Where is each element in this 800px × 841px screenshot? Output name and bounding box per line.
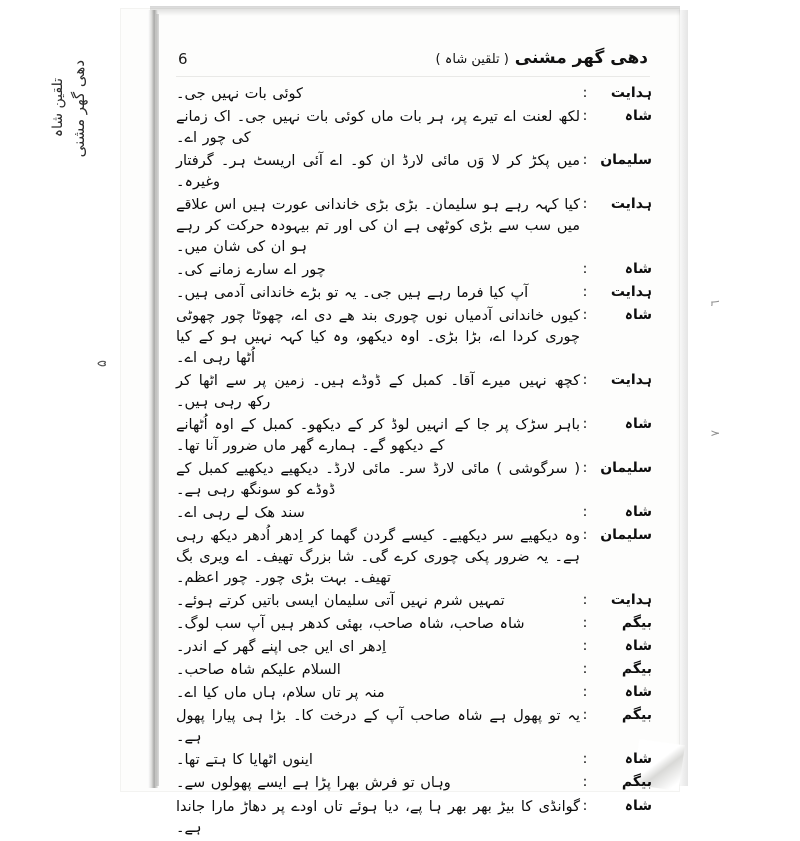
dialogue-text: سند ھک لے رہی اے۔ [176,505,305,522]
dialogue-text: کیوں خاندانی آدمیاں نوں چوری بند ھے دی اے، چھوٹا چور چھوٹی چوری کردا اے، بڑا بڑی۔ اوہ دیکھو، وہ کیا کہہ نہیں ہو کے کیا اُٹھا رہی اے۔ [176,308,580,367]
dialogue-speaker: بیگم [621,774,652,791]
page-number: 6 [178,50,188,68]
dialogue-text: یہ تو پھول ہے شاہ صاحب آپ کے درخت کا۔ بڑا ہی پیارا پھول ہے۔ [176,708,580,746]
header-subtitle-text: ( تلقین شاہ ) [435,52,509,67]
header-divider [176,76,650,77]
header-title [436,48,648,68]
dialogue-text: گوانڈی کا بیڑ بھر بھر ہا پے، دیا ہوئے تاں اودے پر دھاڑ مارا جاندا ہے۔ [176,798,580,836]
dialogue-text: اِدھر ای ایں جی اپنے گھر کے اندر۔ [176,639,387,656]
dialogue-speaker: بیگم [621,707,652,724]
page-top-shadow [150,6,680,16]
dialogue-text: منہ پر تاں سلام، ہاں ماں کیا اے۔ [176,685,385,702]
spine-text-block [4,60,124,580]
dialogue-text: ( سرگوشی ) مائی لارڈ سر۔ مائی لارڈ۔ دیکھیے دیکھیے کمبل کے ڈوڈے کو سونگھ رہی ہے۔ [176,461,580,499]
dialogue-colon: : [582,751,588,768]
dialogue-colon: : [582,261,588,278]
dialogue-row [176,371,652,413]
dialogue-colon: : [582,284,588,301]
dialogue-colon: : [582,152,588,169]
dialogue-colon: : [582,416,588,433]
dialogue-colon: : [582,372,588,389]
dialogue-speaker: ہدایت [610,592,652,609]
dialogue-row [176,415,652,457]
dialogue-body [176,84,652,841]
dialogue-colon: : [582,504,588,521]
spine-page-mark: ۵ [95,360,110,367]
dialogue-text: کچھ نہیں میرے آقا۔ کمبل کے ڈوڈے ہیں۔ زمین پر سے اٹھا کر رکھ رہی ہیں۔ [176,373,580,411]
dialogue-row [176,503,652,524]
dialogue-colon: : [582,638,588,655]
dialogue-colon: : [582,797,588,814]
dialogue-row [176,773,652,794]
dialogue-speaker: ہدایت [610,85,652,101]
dialogue-colon: : [582,196,588,213]
dialogue-colon: : [582,684,588,701]
dialogue-speaker: شاہ [624,108,652,125]
dialogue-speaker: ہدایت [610,196,652,213]
dialogue-text: وہ دیکھیے سر دیکھیے۔ کیسے گردن گھما کر اِدھر اُدھر دیکھ رہی ہے۔ یہ ضرور پکی چوری کرے گی۔ شا بزرگ تھیف۔ اے ویری بگ تھیف۔ بہت بڑی چور۔ چور اعظم۔ [176,528,580,587]
dialogue-colon: : [582,307,588,324]
dialogue-colon: : [582,592,588,609]
dialogue-colon: : [582,707,588,724]
dialogue-text: السلام علیکم شاہ صاحب۔ [176,662,341,679]
dialogue-row [176,706,652,748]
margin-mark-2: ٧ [708,430,722,437]
dialogue-speaker: ہدایت [610,284,652,301]
dialogue-text: باہر سڑک پر جا کے انہیں لوڈ کر کے دیکھو۔ کمبل کے اوہ اُٹھانے کے دیکھو گے۔ ہمارے گھر ماں ضرور آنا تھا۔ [176,417,580,455]
dialogue-row [176,614,652,635]
dialogue-speaker: شاہ [624,751,652,768]
header-title-text: دھی گھر مشنی [514,48,648,68]
dialogue-speaker: شاہ [624,638,652,655]
dialogue-row [176,283,652,304]
page-right-shadow [676,10,688,786]
dialogue-text: شاہ صاحب، شاہ صاحب، بھئی کدھر ہیں آپ سب لوگ۔ [176,616,525,633]
dialogue-speaker: شاہ [624,797,652,814]
dialogue-row [176,84,652,105]
dialogue-text: کوئی بات نہیں جی۔ [176,86,303,102]
dialogue-text: چور اے سارے زمانے کی۔ [176,262,326,279]
dialogue-speaker: سلیمان [600,460,652,477]
dialogue-row [176,683,652,704]
dialogue-row [176,195,652,258]
dialogue-speaker: سلیمان [600,152,652,169]
spine-title-line: دھی گھر مشنی [70,60,88,158]
spine-subtitle-line: تلقین شاہ [50,78,66,138]
dialogue-speaker: شاہ [624,416,652,433]
dialogue-row [176,797,652,839]
dialogue-text: اینوں اٹھایا کا ہتے تھا۔ [176,752,313,769]
dialogue-row [176,660,652,681]
dialogue-row [176,306,652,369]
dialogue-row [176,526,652,589]
dialogue-row [176,637,652,658]
dialogue-speaker: شاہ [624,684,652,701]
dialogue-text: میں پکڑ کر لا وَں مائی لارڈ ان کو۔ اے آئی اریسٹ ہر۔ گرفتار وغیرہ۔ [176,153,580,191]
book-binding-line [156,14,159,786]
dialogue-text: آپ کیا فرما رہے ہیں جی۔ یہ تو بڑے خاندانی آدمی ہیں۔ [176,285,529,302]
dialogue-speaker: شاہ [624,261,652,278]
dialogue-row [176,591,652,612]
dialogue-colon: : [582,108,588,125]
dialogue-text: وہاں تو فرش بھرا پڑا ہے ایسے پھولوں سے۔ [176,775,451,792]
dialogue-row [176,151,652,193]
dialogue-row [176,260,652,281]
dialogue-colon: : [582,527,588,544]
page-header [178,48,648,74]
dialogue-speaker: بیگم [621,615,652,632]
dialogue-row [176,459,652,501]
dialogue-row [176,750,652,771]
dialogue-colon: : [582,615,588,632]
dialogue-colon: : [582,85,588,101]
dialogue-speaker: بیگم [621,661,652,678]
dialogue-text: کیا کہہ رہے ہو سلیمان۔ بڑی بڑی خاندانی عورت ہیں اس علاقے میں سب سے بڑی کوٹھی ہے ان کی اور تم بیہودہ حرکت کر رہے ہو ان کی شان میں۔ [176,197,580,256]
dialogue-colon: : [582,774,588,791]
dialogue-speaker: سلیمان [600,527,652,544]
dialogue-text: تمہیں شرم نہیں آتی سلیمان ایسی باتیں کرتے ہوئے۔ [176,593,505,610]
dialogue-row [176,107,652,149]
dialogue-speaker: شاہ [624,504,652,521]
dialogue-colon: : [582,661,588,678]
dialogue-colon: : [582,460,588,477]
dialogue-speaker: شاہ [624,307,652,324]
margin-mark-1: ٦ [708,300,722,307]
dialogue-speaker: ہدایت [610,372,652,389]
dialogue-text: لکھ لعنت اے تیرے پر، ہر بات ماں کوئی بات نہیں جی۔ اک زمانے کی چور اے۔ [176,109,580,147]
